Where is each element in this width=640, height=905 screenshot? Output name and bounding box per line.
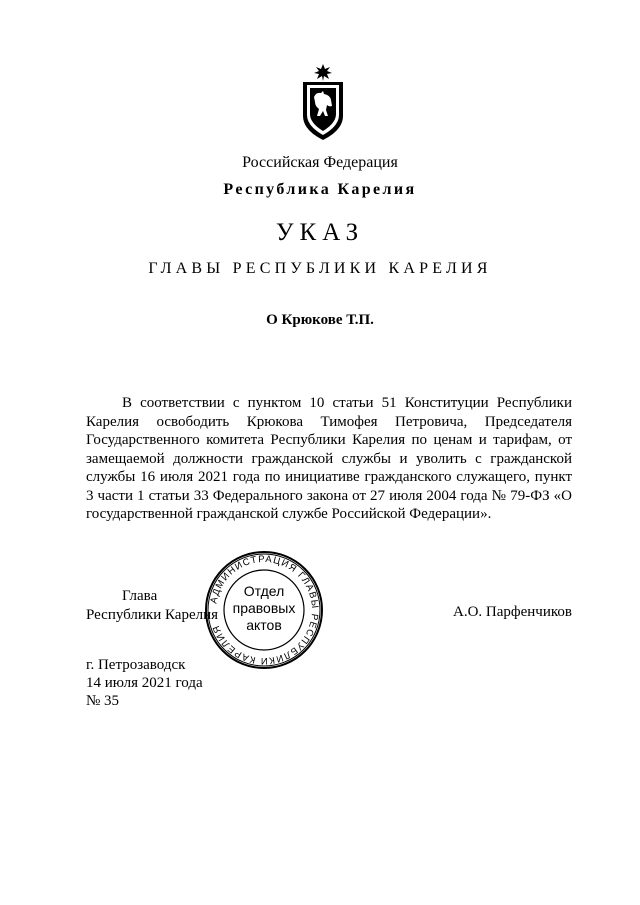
decree-paragraph: В соответствии с пунктом 10 статьи 51 Конституции Республики Карелия освободить Крюкова Тимофея Петровича, Председателя Государственного комитета Республики Карелия по ценам и тарифам, от замещаемой должности гражданской службы и уволить с гражданской службы 16 июля 2021 года по инициативе гражданского служащего, пункт 3 части 1 статьи 33 Федерального закона от 27 июля 2004 года № 79-ФЗ «О государственной гражданской службе Российской Федерации». [86,395,572,522]
stamp-line2: правовых [232,600,296,616]
signatory-name: А.О. Парфенчиков [453,604,572,620]
signatory-title [86,587,218,625]
decree-footer [86,656,203,710]
stamp-line3: актов [246,617,282,633]
decree-subject: О Крюкове Т.П. [266,312,374,328]
signatory-title-line1: Глава [122,588,158,604]
stamp-line1: Отдел [243,583,285,599]
decree-date: 14 июля 2021 года [86,675,203,691]
place-of-signing: г. Петрозаводск [86,657,186,673]
country-name: Российская Федерация [242,154,398,171]
signatory-title-line2: Республики Карелия [86,607,219,623]
decree-number: № 35 [86,693,120,709]
document-type: УКАЗ [275,219,365,246]
republic-name: Республика Карелия [223,181,417,198]
coat-of-arms-icon [297,64,349,142]
decree-body [86,394,572,524]
official-stamp [203,549,325,671]
svg-text:АДМИНИСТРАЦИЯ ГЛАВЫ РЕСПУБЛИКИ: АДМИНИСТРАЦИЯ ГЛАВЫ РЕСПУБЛИКИ КАРЕЛИЯ [208,553,321,667]
issuer-title: ГЛАВЫ РЕСПУБЛИКИ КАРЕЛИЯ [148,260,492,277]
